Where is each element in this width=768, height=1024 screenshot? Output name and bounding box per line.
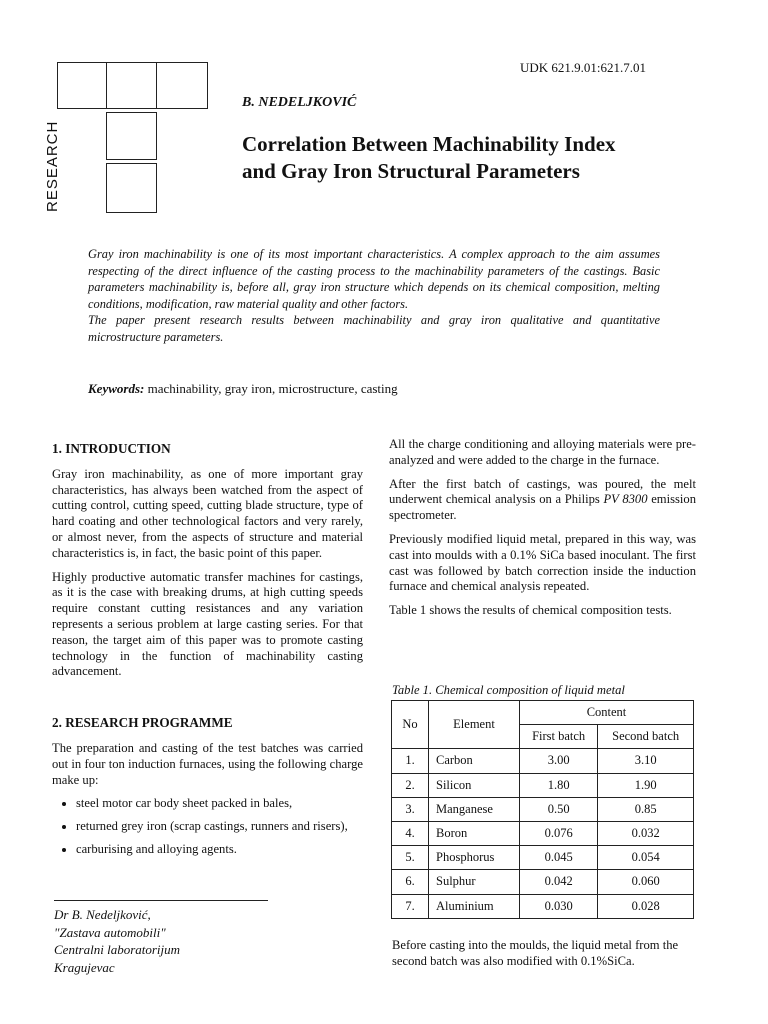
table-row [392,773,694,797]
affiliation-line: "Zastava automobili" [54,924,166,940]
table-row [392,749,694,773]
paragraph-after-table: Before casting into the moulds, the liquid metal from the second batch was also modified with 0.1%SiCa. [392,938,679,968]
title-line: Correlation Between Machinability Index [242,132,616,156]
table-header-row [392,701,694,725]
header-no: No [392,701,429,749]
cell-second: 0.85 [598,797,694,821]
table-row [392,797,694,821]
left-column [52,441,363,865]
cell-first: 0.030 [520,894,598,918]
cell-second: 0.028 [598,894,694,918]
footnote-divider [54,900,268,901]
affiliation-line: Kragujevac [54,959,115,975]
author-affiliation [54,906,294,976]
cell-second: 0.060 [598,870,694,894]
cell-second: 1.90 [598,773,694,797]
affiliation-line: Centralni laboratorijum [54,942,181,957]
cell-no: 2. [392,773,429,797]
table-row [392,894,694,918]
cell-first: 3.00 [520,749,598,773]
table-caption: Table 1. Chemical composition of liquid metal [392,683,625,697]
header-element: Element [429,701,520,749]
table-row [392,846,694,870]
cell-no: 6. [392,870,429,894]
section-heading: 2. RESEARCH PROGRAMME [52,715,233,731]
cell-first: 0.045 [520,846,598,870]
paragraph: The preparation and casting of the test batches was carried out in four ton induction furnaces, using the following charge make up: [52,740,363,787]
paragraph: Highly productive automatic transfer machines for castings, as it is the case with breaking drums, at high cutting speeds require constant cutting resistances and any variation represents a serious problem at large casting series. For that reason, the target aim of this paper was to promote casting technology in the function of machinability casting advancement. [52,569,363,679]
header-first-batch: First batch [520,725,598,749]
cell-first: 0.076 [520,821,598,845]
paragraph: Gray iron machinability, as one of more important gray characteristics, has always been watched from the aspect of cutting control, cutting speed, cutting blade structure, type of hard coating and other technological factors and very rarely, or almost never, from the aspects of structure and material characteristics is, in fact, the basic point of this paper. [52,466,363,560]
cell-element: Aluminium [429,894,520,918]
list-item: • carburising and alloying agents. [76,842,363,858]
cell-first: 0.042 [520,870,598,894]
cell-element: Manganese [429,797,520,821]
cell-element: Sulphur [429,870,520,894]
cell-element: Carbon [429,749,520,773]
udk-code: UDK 621.9.01:621.7.01 [520,60,647,75]
header-second-batch: Second batch [598,725,694,749]
cell-element: Phosphorus [429,846,520,870]
section-heading: 1. INTRODUCTION [52,441,171,456]
paragraph: Previously modified liquid metal, prepared in this way, was cast into moulds with a 0.1% SiCa based inoculant. The first cast was followed by batch correction inside the induction furnace and chemical analysis repeated. [389,531,696,594]
logo-box [57,62,107,109]
paragraph: All the charge conditioning and alloying materials were pre-analyzed and were added to the charge in the furnace. [389,437,696,467]
cell-no: 5. [392,846,429,870]
abstract [88,246,660,346]
chemical-composition-table [391,700,694,919]
cell-no: 4. [392,821,429,845]
logo-box [156,62,208,109]
cell-second: 0.032 [598,821,694,845]
logo-box [106,163,157,213]
cell-second: 3.10 [598,749,694,773]
keywords-text: machinability, gray iron, microstructure, casting [144,381,398,396]
charge-list [52,796,363,857]
title-line: and Gray Iron Structural Parameters [242,159,580,183]
list-item: • returned grey iron (scrap castings, runners and risers), [76,819,363,835]
paragraph: Table 1 shows the results of chemical composition tests. [389,603,672,618]
cell-second: 0.054 [598,846,694,870]
cell-first: 0.50 [520,797,598,821]
right-column [389,437,696,627]
text-span: After the first batch of castings, was poured, the melt underwent chemical analysis on a Philips [389,476,696,507]
paper-title [242,131,722,185]
header-content: Content [520,701,694,725]
author: B. NEDELJKOVIĆ [242,95,357,110]
cell-first: 1.80 [520,773,598,797]
section-label: RESEARCH [44,120,61,212]
logo-box [106,62,157,109]
spectrometer-model: PV 8300 [603,492,648,507]
cell-no: 1. [392,749,429,773]
keywords-label: Keywords: [88,381,145,396]
table-row [392,870,694,894]
abstract-paragraph: Gray iron machinability is one of its most important characteristics. A complex approach to the aim assumes respecting of the direct influence of the casting process to the machinability parameters of the castings. Basic parameters machinability is, before all, gray iron structure which depends on its chemical composition, melting conditions, modification, raw material quality and other factors. [88,247,660,311]
cell-element: Boron [429,821,520,845]
keywords [88,381,398,397]
cell-element: Silicon [429,773,520,797]
table-row [392,821,694,845]
affiliation-line: Dr B. Nedeljković, [54,907,151,922]
paragraph [389,477,696,524]
abstract-paragraph: The paper present research results between machinability and gray iron qualitative and quantitative microstructure parameters. [88,313,660,344]
list-item: • steel motor car body sheet packed in bales, [76,796,363,812]
logo-box [106,112,157,160]
text-span: emission spectrometer. [389,492,696,523]
cell-no: 3. [392,797,429,821]
cell-no: 7. [392,894,429,918]
